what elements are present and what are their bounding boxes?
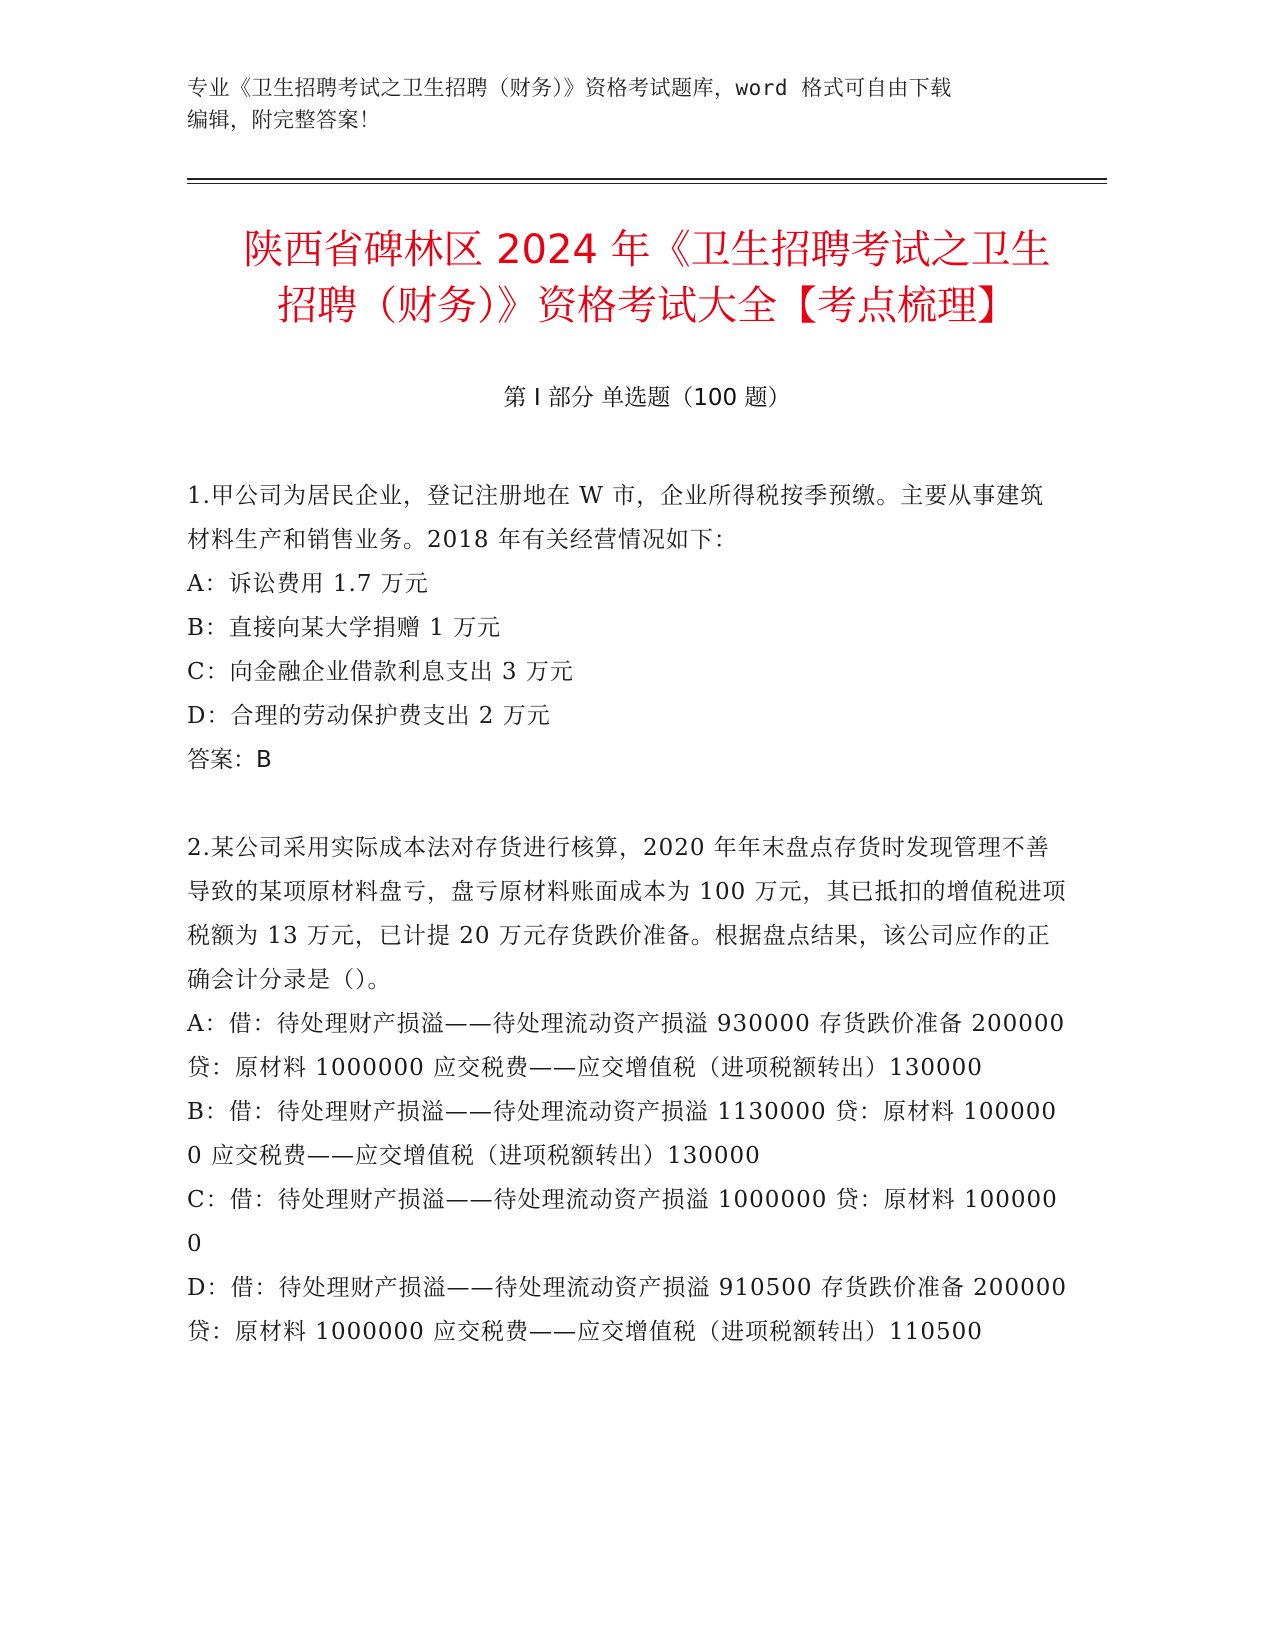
option-c: C：借：待处理财产损溢——待处理流动资产损溢 1000000 贷：原材料 1000000 bbox=[187, 1187, 1058, 1257]
document-title bbox=[187, 222, 1107, 334]
option-a: A：诉讼费用 1.7 万元 bbox=[187, 571, 429, 597]
header-divider-thick bbox=[187, 178, 1107, 180]
section-title: 第 I 部分 单选题（100 题） bbox=[503, 385, 791, 411]
title-line-1: 陕西省碑林区 2024 年《卫生招聘考试之卫生 bbox=[243, 227, 1051, 273]
option-b: B：借：待处理财产损溢——待处理流动资产损溢 1130000 贷：原材料 1000000 应交税费——应交增值税（进项税额转出）130000 bbox=[187, 1099, 1058, 1169]
question-stem: 1.甲公司为居民企业，登记注册地在 W 市，企业所得税按季预缴。主要从事建筑材料生产和销售业务。2018 年有关经营情况如下： bbox=[187, 483, 1045, 553]
option-a: A：借：待处理财产损溢——待处理流动资产损溢 930000 存货跌价准备 200000 贷：原材料 1000000 应交税费——应交增值税（进项税额转出）130000 bbox=[187, 1011, 1066, 1081]
answer-label: 答案：B bbox=[187, 747, 272, 773]
option-b: B：直接向某大学捐赠 1 万元 bbox=[187, 615, 502, 641]
header-note bbox=[187, 72, 1067, 136]
question-item bbox=[187, 474, 1067, 782]
option-c: C：向金融企业借款利息支出 3 万元 bbox=[187, 659, 574, 685]
header-line-2: 编辑，附完整答案！ bbox=[187, 108, 381, 132]
header-divider-thin bbox=[187, 183, 1107, 184]
option-d: D：合理的劳动保护费支出 2 万元 bbox=[187, 703, 551, 729]
question-list bbox=[187, 474, 1067, 1398]
option-d: D：借：待处理财产损溢——待处理流动资产损溢 910500 存货跌价准备 200000 贷：原材料 1000000 应交税费——应交增值税（进项税额转出）110500 bbox=[187, 1275, 1067, 1345]
header-line-1: 专业《卫生招聘考试之卫生招聘（财务）》资格考试题库，word 格式可自由下载 bbox=[187, 76, 952, 100]
title-line-2: 招聘（财务）》资格考试大全【考点梳理】 bbox=[277, 283, 1017, 329]
question-item bbox=[187, 826, 1067, 1354]
document-page bbox=[187, 0, 1107, 1650]
question-stem: 2.某公司采用实际成本法对存货进行核算，2020 年年末盘点存货时发现管理不善导致的某项原材料盘亏，盘亏原材料账面成本为 100 万元，其已抵扣的增值税进项税额为 13 万元，已计提 20 万元存货跌价准备。根据盘点结果，该公司应作的正确会计分录是（）。 bbox=[187, 835, 1067, 993]
